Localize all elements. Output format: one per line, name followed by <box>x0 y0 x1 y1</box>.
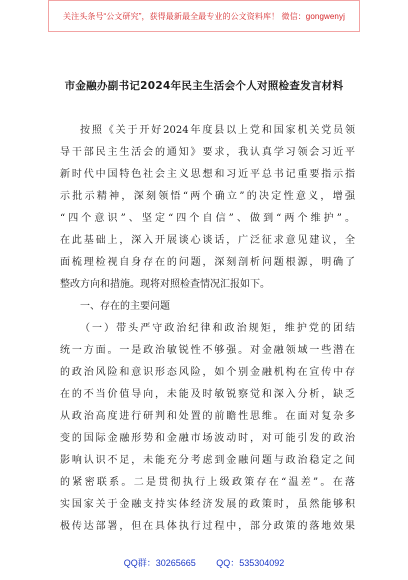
body-line: 在此基础上，深入开展谈心谈话，广泛征求意见建议，全 <box>60 235 355 246</box>
body-line: 按照《关于开好2024年度县以上党和国家机关党员领 <box>80 125 355 136</box>
body-line: 的政治风险和意识形态风险，如个别金融机构在宣传中存 <box>60 367 355 378</box>
body-line: 实国家关于金融支持实体经济发展的政策时，虽然能够积 <box>60 499 355 510</box>
promo-banner-text: 关注头条号“公文研究”，获得最新最全最专业的公文资料库！ 微信：gongwenyj <box>63 11 345 21</box>
body-line: （一）带头严守政治纪律和政治规矩，维护党的团结 <box>80 323 355 334</box>
body-line: 的紧密联系。二是贯彻执行上级政策存在“温差”。在落 <box>60 477 355 488</box>
body-line: 整改方向和措施。现将对照检查情况汇报如下。 <box>60 279 270 290</box>
body-line: 影响认识不足，未能充分考虑到金融问题与政治稳定之间 <box>60 455 355 466</box>
qq-group-text: QQ群：30265665 <box>123 558 196 568</box>
body-line: 在的不当价值导向，未能及时敏锐察觉和深入分析，缺乏 <box>60 389 355 400</box>
qq-number-text: QQ：535304092 <box>216 558 285 568</box>
body-line: “四个意识”、坚定“四个自信”、做到“两个维护”。 <box>60 213 355 224</box>
body-line: 变的国际金融形势和金融市场波动时，对可能引发的政治 <box>60 433 355 444</box>
body-line: 统一方面。一是政治敏锐性不够强。对金融领域一些潜在 <box>60 345 355 356</box>
document-title: 市金融办副书记2024年民主生活会个人对照检查发言材料 <box>64 80 344 92</box>
contact-footer <box>0 556 408 569</box>
document-body <box>60 120 355 538</box>
body-line: 导干部民主生活会的通知》要求，我认真学习领会习近平 <box>60 147 355 158</box>
promo-banner <box>48 0 360 32</box>
section-heading: 一、存在的主要问题 <box>80 301 170 312</box>
body-line: 面梳理检视自身存在的问题，深刻剖析问题根源，明确了 <box>60 257 355 268</box>
body-line: 极传达部署，但在具体执行过程中，部分政策的落地效果 <box>60 521 355 532</box>
body-line: 从政治高度进行研判和处置的前瞻性思维。在面对复杂多 <box>60 411 355 422</box>
body-line: 示批示精神，深刻领悟“两个确立”的决定性意义，增强 <box>60 191 355 202</box>
body-line: 新时代中国特色社会主义思想和习近平总书记重要指示指 <box>60 169 355 180</box>
